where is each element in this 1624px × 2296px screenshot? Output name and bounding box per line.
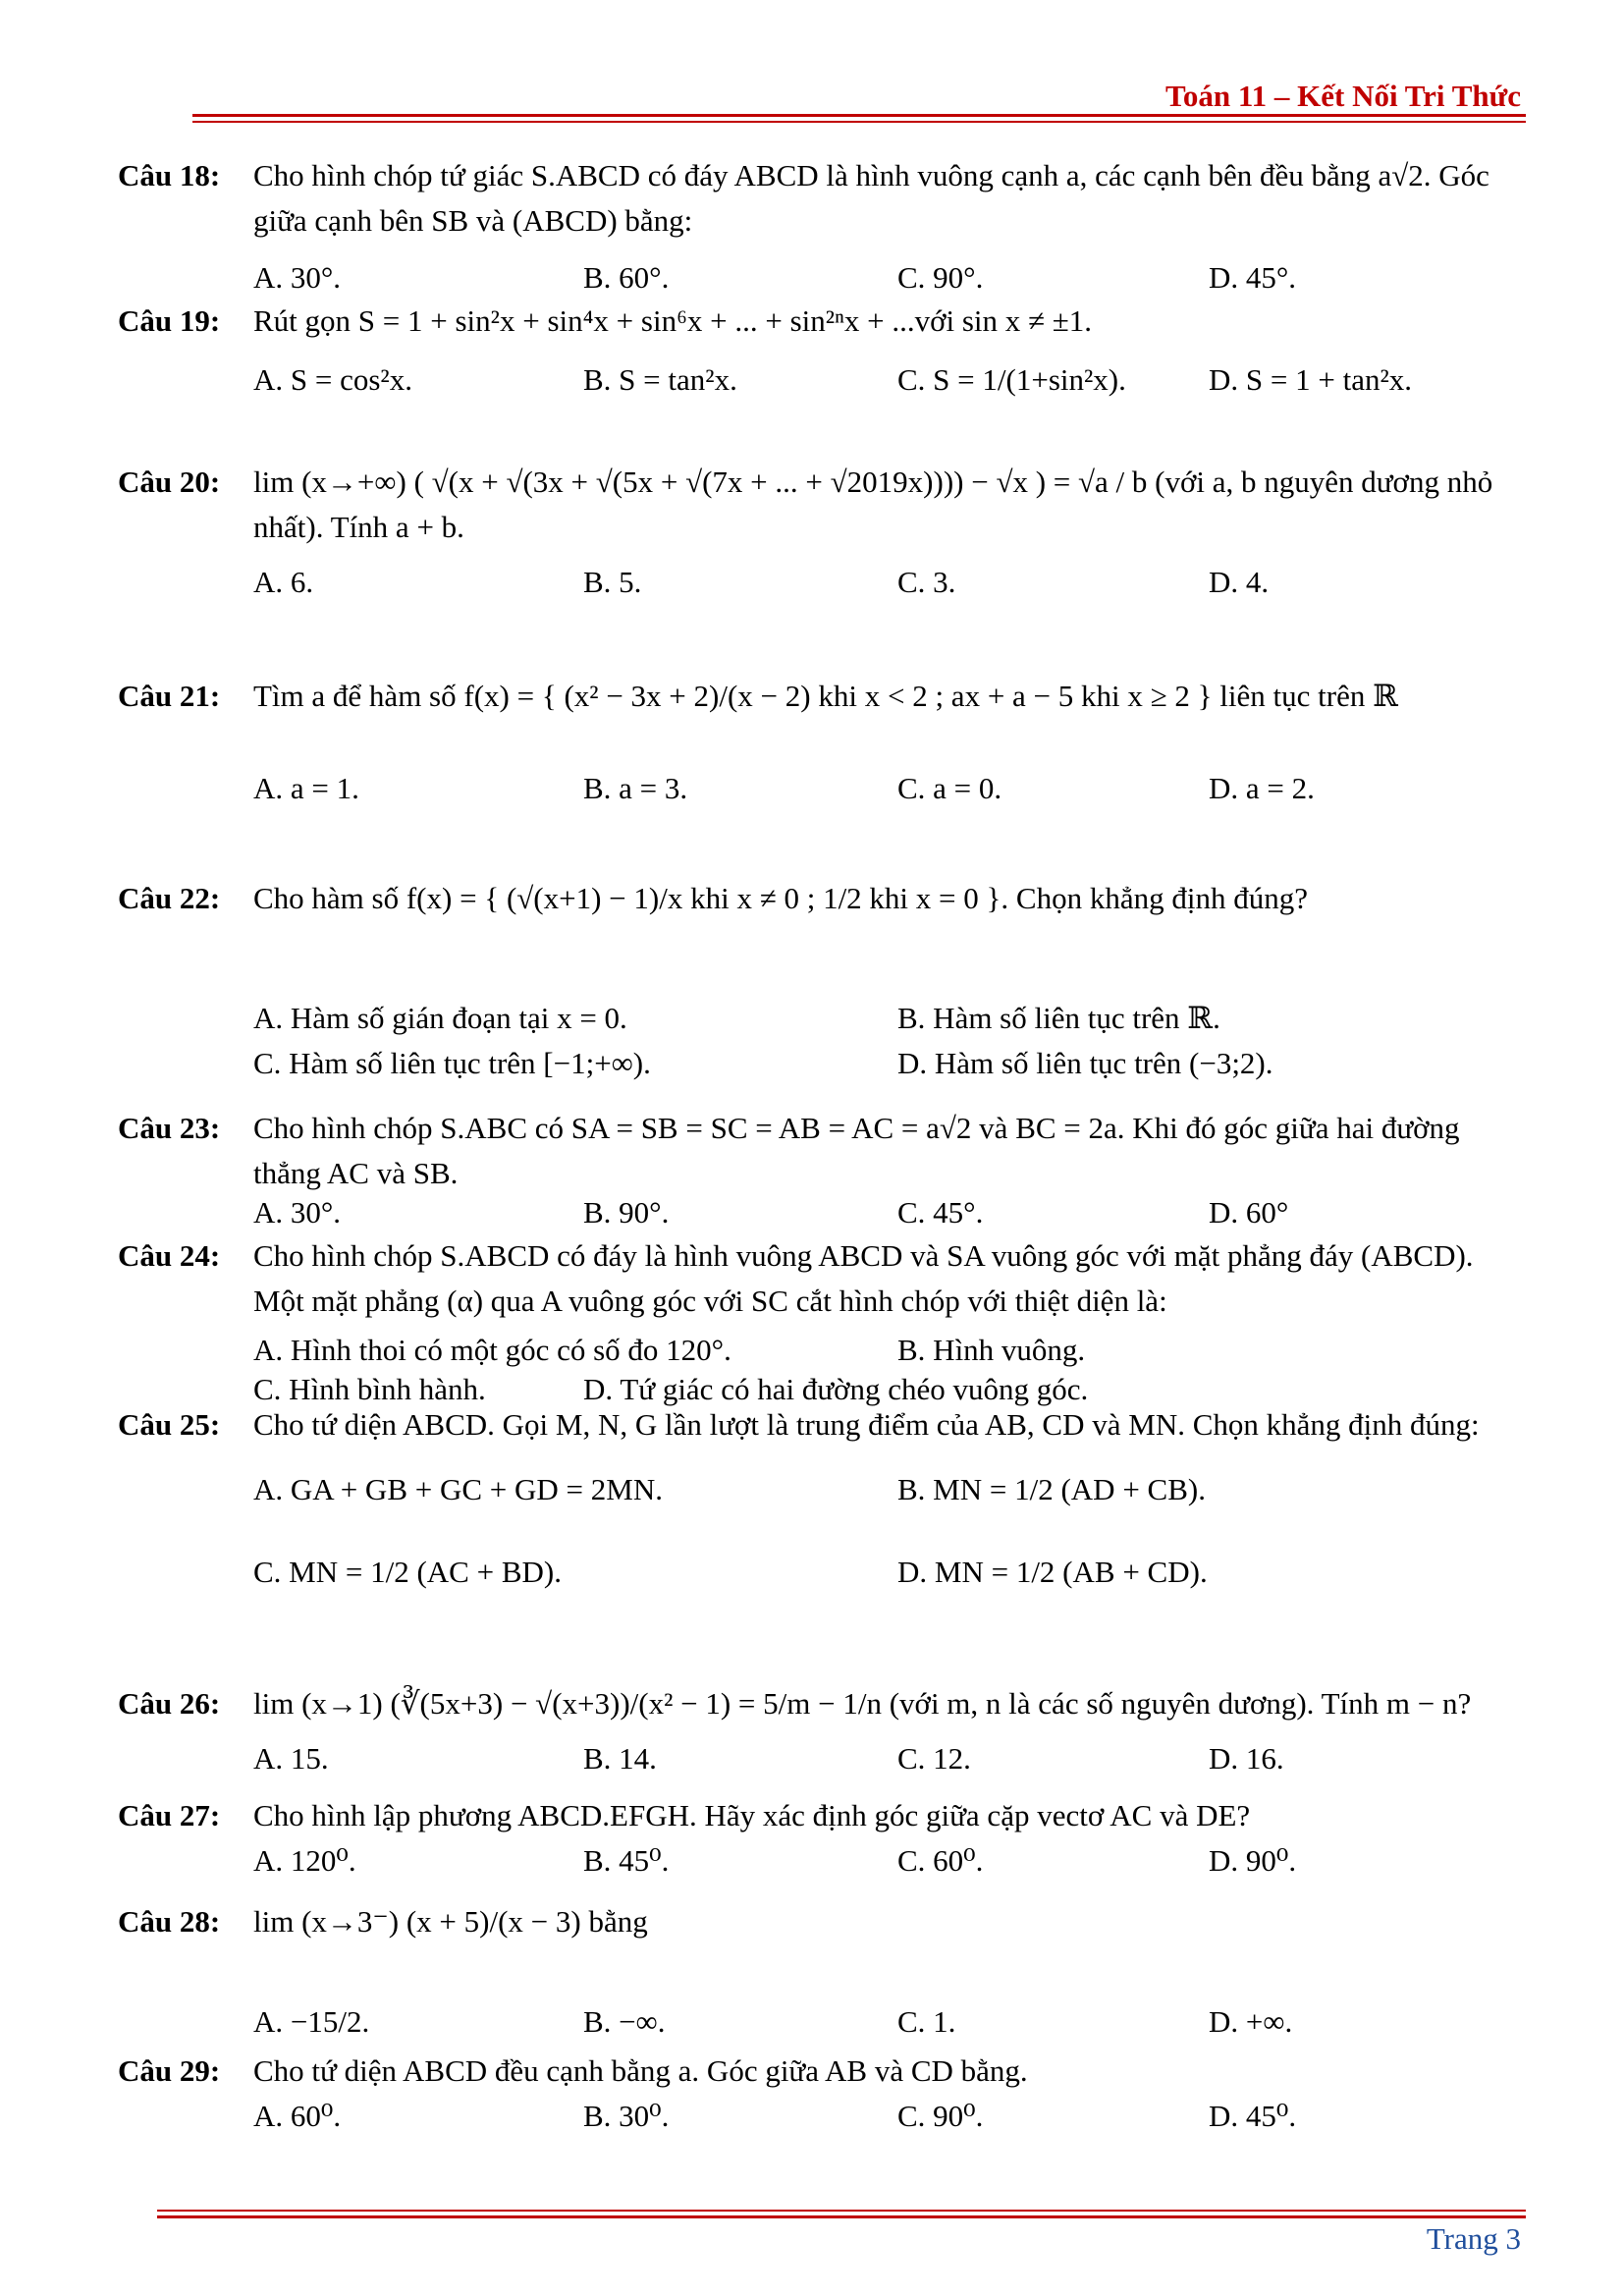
option-a[interactable]: A. 30°. [253, 1195, 342, 1230]
option-b[interactable]: B. 45⁰. [583, 1843, 670, 1878]
options-row [253, 1736, 1522, 1781]
option-b[interactable]: B. Hàm số liên tục trên ℝ. [897, 1001, 1220, 1035]
question-label: Câu 28: [118, 1904, 221, 1939]
question-text: Cho hình chóp S.ABCD có đáy là hình vuông ABCD và SA vuông góc với mặt phẳng đáy (ABCD). Một mặt phẳng (α) qua A vuông góc với SC cắt hình chóp với thiệt diện là: [253, 1238, 1474, 1318]
options-row [253, 1999, 1522, 2045]
question-25 [118, 1402, 1522, 1595]
question-label: Câu 27: [118, 1798, 221, 1832]
option-c[interactable]: C. Hàm số liên tục trên [−1;+∞). [253, 1046, 651, 1080]
question-text: Cho hình chóp tứ giác S.ABCD có đáy ABCD là hình vuông cạnh a, các cạnh bên đều bằng a√2. Góc giữa cạnh bên SB và (ABCD) bằng: [253, 158, 1489, 238]
option-d[interactable]: D. Tứ giác có hai đường chéo vuông góc. [583, 1372, 1089, 1406]
question-20 [118, 460, 1522, 605]
option-a[interactable]: A. 120⁰. [253, 1843, 356, 1878]
question-label: Câu 18: [118, 158, 221, 192]
question-text: Cho hình lập phương ABCD.EFGH. Hãy xác định góc giữa cặp vectơ AC và DE? [253, 1798, 1251, 1832]
option-d[interactable]: D. 90⁰. [1209, 1843, 1297, 1878]
question-24 [118, 1233, 1522, 1412]
option-b[interactable]: B. a = 3. [583, 771, 688, 805]
question-label: Câu 23: [118, 1111, 221, 1145]
option-d[interactable]: D. Hàm số liên tục trên (−3;2). [897, 1046, 1273, 1080]
question-21 [118, 674, 1522, 811]
question-label: Câu 22: [118, 881, 221, 915]
option-c[interactable]: C. 3. [897, 565, 956, 599]
options-row [253, 1467, 1522, 1512]
option-a[interactable]: A. 60⁰. [253, 2099, 342, 2133]
option-c[interactable]: C. S = 1/(1+sin²x). [897, 362, 1126, 397]
question-label: Câu 29: [118, 2053, 221, 2088]
option-a[interactable]: A. GA + GB + GC + GD = 2MN. [253, 1472, 663, 1506]
option-c[interactable]: C. 12. [897, 1741, 971, 1776]
question-26 [118, 1681, 1522, 1781]
question-text: lim (x→+∞) ( √(x + √(3x + √(5x + √(7x + ... + √2019x)))) − √x ) = √a / b (với a, b nguyên dương nhỏ nhất). Tính a + b. [253, 465, 1493, 544]
question-label: Câu 19: [118, 303, 221, 338]
option-c[interactable]: C. 90⁰. [897, 2099, 984, 2133]
footer-rule-bottom [157, 2215, 1526, 2218]
option-c[interactable]: C. MN = 1/2 (AC + BD). [253, 1555, 562, 1589]
options-row [253, 255, 1522, 301]
options-row [253, 1041, 1522, 1086]
option-d[interactable]: D. 60° [1209, 1195, 1289, 1230]
options-row [253, 560, 1522, 605]
option-d[interactable]: D. 16. [1209, 1741, 1284, 1776]
question-22 [118, 876, 1522, 1086]
question-23 [118, 1106, 1522, 1235]
option-a[interactable]: A. 6. [253, 565, 314, 599]
option-c[interactable]: C. 90°. [897, 260, 984, 295]
page-number: Trang 3 [1426, 2221, 1521, 2256]
option-b[interactable]: B. Hình vuông. [897, 1333, 1086, 1367]
question-text: Cho tứ diện ABCD. Gọi M, N, G lần lượt là trung điểm của AB, CD và MN. Chọn khẳng định đúng: [253, 1407, 1480, 1442]
option-a[interactable]: A. Hàm số gián đoạn tại x = 0. [253, 1001, 627, 1035]
option-b[interactable]: B. 5. [583, 565, 642, 599]
question-text: Cho tứ diện ABCD đều cạnh bằng a. Góc giữa AB và CD bằng. [253, 2053, 1028, 2088]
option-d[interactable]: D. 45⁰. [1209, 2099, 1297, 2133]
question-text: Cho hàm số f(x) = { (√(x+1) − 1)/x khi x ≠ 0 ; 1/2 khi x = 0 }. Chọn khẳng định đúng? [253, 881, 1308, 915]
header-rule-top [192, 114, 1526, 117]
options-row [253, 1550, 1522, 1595]
option-a[interactable]: A. S = cos²x. [253, 362, 412, 397]
option-a[interactable]: A. 15. [253, 1741, 329, 1776]
option-a[interactable]: A. a = 1. [253, 771, 359, 805]
option-b[interactable]: B. 14. [583, 1741, 657, 1776]
question-text: Cho hình chóp S.ABC có SA = SB = SC = AB = AC = a√2 và BC = 2a. Khi đó góc giữa hai đường thẳng AC và SB. [253, 1111, 1460, 1190]
option-d[interactable]: D. +∞. [1209, 2004, 1293, 2039]
option-d[interactable]: D. S = 1 + tan²x. [1209, 362, 1413, 397]
option-b[interactable]: B. S = tan²x. [583, 362, 737, 397]
option-b[interactable]: B. 60°. [583, 260, 670, 295]
question-27 [118, 1793, 1522, 1884]
question-label: Câu 21: [118, 679, 221, 713]
option-b[interactable]: B. 90°. [583, 1195, 670, 1230]
question-29 [118, 2049, 1522, 2139]
question-text: Tìm a để hàm số f(x) = { (x² − 3x + 2)/(x − 2) khi x < 2 ; ax + a − 5 khi x ≥ 2 } liên tục trên ℝ [253, 679, 1398, 713]
question-18 [118, 153, 1522, 301]
option-c[interactable]: C. 60⁰. [897, 1843, 984, 1878]
options-row [253, 996, 1522, 1041]
options-row [253, 357, 1522, 403]
option-d[interactable]: D. MN = 1/2 (AB + CD). [897, 1555, 1208, 1589]
options-row [253, 1838, 1522, 1884]
header-rule-bottom [192, 121, 1526, 123]
question-label: Câu 20: [118, 465, 221, 499]
option-d[interactable]: D. 4. [1209, 565, 1270, 599]
option-c[interactable]: C. Hình bình hành. [253, 1372, 486, 1406]
question-label: Câu 26: [118, 1686, 221, 1721]
question-label: Câu 24: [118, 1238, 221, 1273]
option-d[interactable]: D. a = 2. [1209, 771, 1315, 805]
question-19 [118, 299, 1522, 403]
page-header-title: Toán 11 – Kết Nối Tri Thức [1165, 79, 1521, 113]
question-text: lim (x→3⁻) (x + 5)/(x − 3) bằng [253, 1904, 648, 1939]
question-text: Rút gọn S = 1 + sin²x + sin⁴x + sin⁶x + ... + sin²ⁿx + ...với sin x ≠ ±1. [253, 303, 1093, 338]
option-c[interactable]: C. 45°. [897, 1195, 984, 1230]
option-b[interactable]: B. −∞. [583, 2004, 666, 2039]
options-row [253, 766, 1522, 811]
options-row [253, 2094, 1522, 2139]
option-a[interactable]: A. −15/2. [253, 2004, 370, 2039]
question-text: lim (x→1) (∛(5x+3) − √(x+3))/(x² − 1) = 5/m − 1/n (với m, n là các số nguyên dương). Tính m − n? [253, 1686, 1472, 1721]
question-label: Câu 25: [118, 1407, 221, 1442]
options-row [253, 1190, 1522, 1235]
option-c[interactable]: C. 1. [897, 2004, 956, 2039]
option-c[interactable]: C. a = 0. [897, 771, 1002, 805]
option-d[interactable]: D. 45°. [1209, 260, 1297, 295]
option-a[interactable]: A. Hình thoi có một góc có số đo 120°. [253, 1333, 731, 1367]
option-b[interactable]: B. 30⁰. [583, 2099, 670, 2133]
option-b[interactable]: B. MN = 1/2 (AD + CB). [897, 1472, 1206, 1506]
question-28 [118, 1899, 1522, 2045]
option-a[interactable]: A. 30°. [253, 260, 342, 295]
footer-rule-top [157, 2210, 1526, 2212]
